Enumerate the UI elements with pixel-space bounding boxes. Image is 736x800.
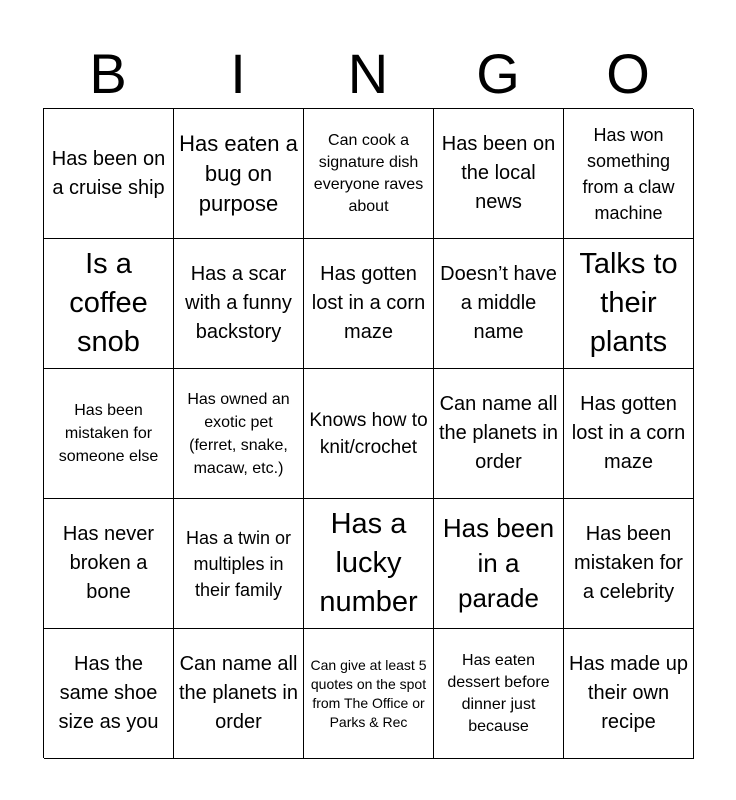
bingo-cell[interactable] [434, 629, 564, 759]
cell-text: Has never broken a bone [62, 523, 155, 603]
cell-text: Can name all the planets in order [439, 393, 558, 473]
cell-text: Has eaten a bug on purpose [179, 130, 298, 216]
bingo-cell[interactable] [434, 109, 564, 239]
header-letter-i: I [230, 42, 246, 105]
bingo-cell[interactable] [44, 369, 174, 499]
cell-text: Can cook a signature dish everyone raves about [313, 131, 424, 215]
cell-text: Knows how to knit/crochet [309, 409, 428, 458]
cell-text: Has been mistaken for someone else [58, 402, 159, 465]
bingo-cell[interactable] [564, 109, 694, 239]
bingo-cell[interactable] [564, 369, 694, 499]
bingo-cell[interactable] [564, 629, 694, 759]
header-letter-n: N [347, 42, 389, 105]
cell-text: Has the same shoe size as you [58, 653, 159, 733]
bingo-cell[interactable] [44, 109, 174, 239]
bingo-cell[interactable] [564, 239, 694, 369]
bingo-cell[interactable] [304, 499, 434, 629]
cell-text: Has been in a parade [442, 513, 555, 613]
cell-text: Has won something from a claw machine [582, 124, 675, 223]
bingo-cell[interactable] [174, 629, 304, 759]
bingo-cell[interactable] [304, 109, 434, 239]
cell-text: Has gotten lost in a corn maze [571, 393, 686, 473]
bingo-cell[interactable] [174, 239, 304, 369]
header-letter-o: O [606, 42, 650, 105]
cell-text: Has owned an exotic pet (ferret, snake, macaw, etc.) [187, 390, 290, 477]
bingo-cell[interactable] [174, 109, 304, 239]
cell-text: Has been mistaken for a celebrity [574, 523, 683, 603]
bingo-cell[interactable] [44, 239, 174, 369]
bingo-cell[interactable] [44, 629, 174, 759]
bingo-cell[interactable] [434, 499, 564, 629]
bingo-cell[interactable] [564, 499, 694, 629]
cell-text: Is a coffee snob [69, 248, 148, 358]
cell-text: Has made up their own recipe [569, 653, 688, 733]
cell-text: Has gotten lost in a corn maze [311, 263, 426, 343]
cell-text: Can give at least 5 quotes on the spot from The Office or Parks & Rec [310, 656, 427, 730]
bingo-cell[interactable] [304, 629, 434, 759]
bingo-cell[interactable] [434, 369, 564, 499]
bingo-cell[interactable] [174, 369, 304, 499]
header-letter-g: G [476, 42, 520, 105]
bingo-cell[interactable] [434, 239, 564, 369]
cell-text: Has been on the local news [441, 133, 556, 213]
cell-text: Can name all the planets in order [179, 653, 298, 733]
header-letter-b: B [89, 42, 127, 105]
bingo-header [43, 40, 693, 108]
cell-text: Has a twin or multiples in their family [185, 527, 292, 600]
cell-text: Doesn’t have a middle name [440, 263, 557, 343]
bingo-cell[interactable] [304, 369, 434, 499]
cell-text: Talks to their plants [579, 248, 678, 358]
cell-text: Has a lucky number [319, 508, 418, 618]
cell-text: Has been on a cruise ship [51, 147, 166, 199]
bingo-board [43, 108, 693, 758]
bingo-cell[interactable] [174, 499, 304, 629]
bingo-cell[interactable] [44, 499, 174, 629]
cell-text: Has a scar with a funny backstory [185, 263, 292, 343]
cell-text: Has eaten dessert before dinner just because [447, 651, 550, 735]
bingo-cell[interactable] [304, 239, 434, 369]
